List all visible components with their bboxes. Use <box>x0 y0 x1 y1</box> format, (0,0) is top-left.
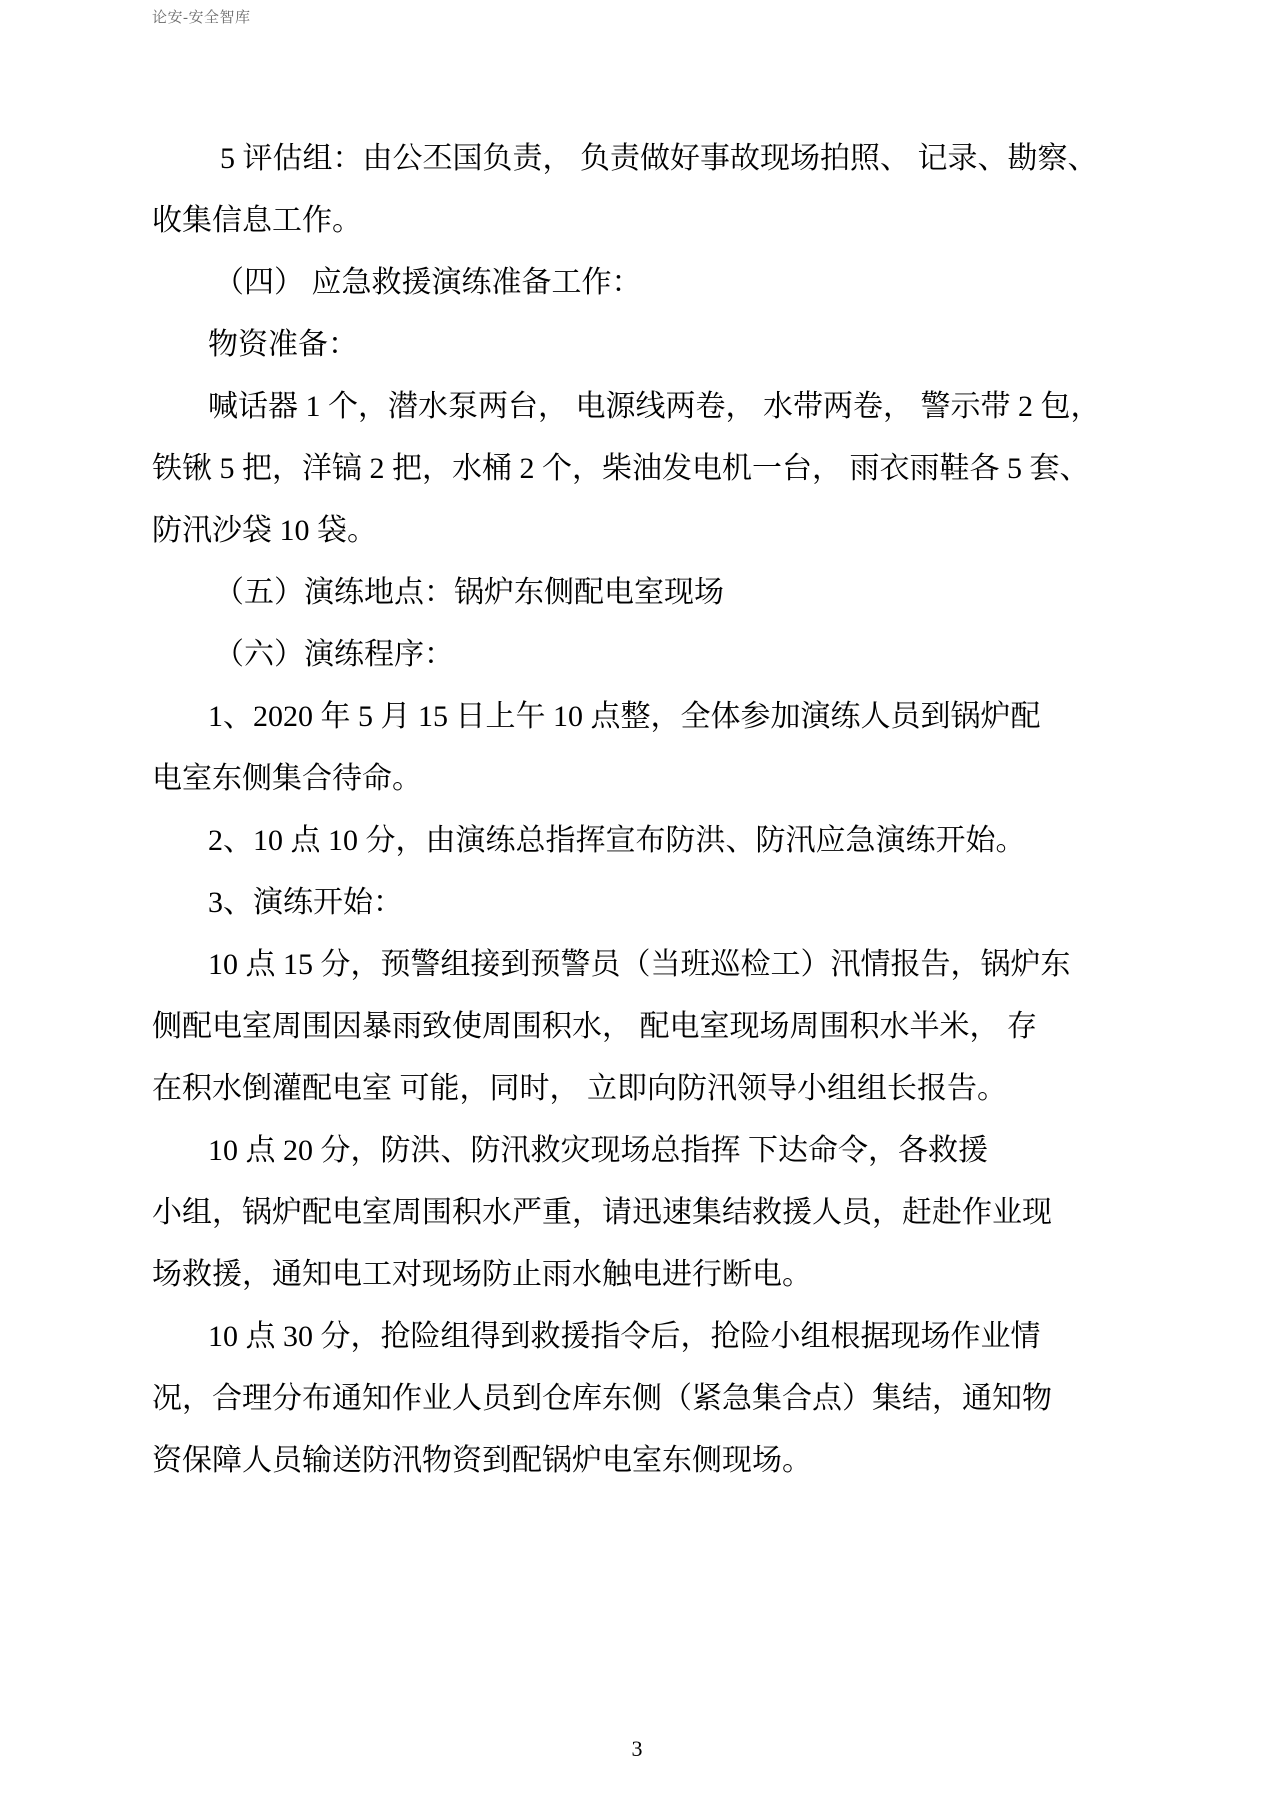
paragraph: 资保障人员输送防汛物资到配锅炉电室东侧现场。 <box>152 1444 812 1477</box>
paragraph: （五）演练地点：锅炉东侧配电室现场 <box>214 576 724 609</box>
paragraph: 10 点 15 分，预警组接到预警员（当班巡检工）汛情报告，锅炉东 <box>208 948 1071 981</box>
paragraph: 物资准备： <box>208 328 358 361</box>
paragraph: 侧配电室周围因暴雨致使周围积水， 配电室现场周围积水半米， 存 <box>152 1010 1037 1043</box>
watermark-text: 论安-安全智库 <box>152 10 251 26</box>
paragraph: 3、演练开始： <box>208 886 403 919</box>
page-number: 3 <box>631 1736 643 1761</box>
paragraph: 在积水倒灌配电室 可能，同时， 立即向防汛领导小组组长报告。 <box>152 1072 1007 1105</box>
paragraph: 电室东侧集合待命。 <box>152 762 422 795</box>
paragraph: 铁锹 5 把，洋镐 2 把，水桶 2 个，柴油发电机一台， 雨衣雨鞋各 5 套、 <box>152 452 1090 485</box>
paragraph: 喊话器 1 个，潜水泵两台， 电源线两卷， 水带两卷， 警示带 2 包， <box>208 390 1101 423</box>
paragraph: 2、10 点 10 分，由演练总指挥宣布防洪、防汛应急演练开始。 <box>208 824 1026 857</box>
paragraph: 收集信息工作。 <box>152 204 362 237</box>
paragraph: 1、2020 年 5 月 15 日上午 10 点整，全体参加演练人员到锅炉配 <box>208 700 1041 733</box>
paragraph: （四） 应急救援演练准备工作： <box>214 266 642 299</box>
paragraph: 场救援，通知电工对现场防止雨水触电进行断电。 <box>152 1258 812 1291</box>
document-body <box>152 128 1122 1492</box>
paragraph: （六）演练程序： <box>214 638 454 671</box>
paragraph: 小组，锅炉配电室周围积水严重，请迅速集结救援人员，赶赴作业现 <box>152 1196 1052 1229</box>
paragraph: 防汛沙袋 10 袋。 <box>152 514 377 547</box>
paragraph: 10 点 20 分，防洪、防汛救灾现场总指挥 下达命令，各救援 <box>208 1134 988 1167</box>
paragraph: 况，合理分布通知作业人员到仓库东侧（紧急集合点）集结，通知物 <box>152 1382 1052 1415</box>
paragraph: 10 点 30 分，抢险组得到救援指令后，抢险小组根据现场作业情 <box>208 1320 1041 1353</box>
paragraph: 5 评估组：由公丕国负责， 负责做好事故现场拍照、 记录、勘察、 <box>220 142 1098 175</box>
